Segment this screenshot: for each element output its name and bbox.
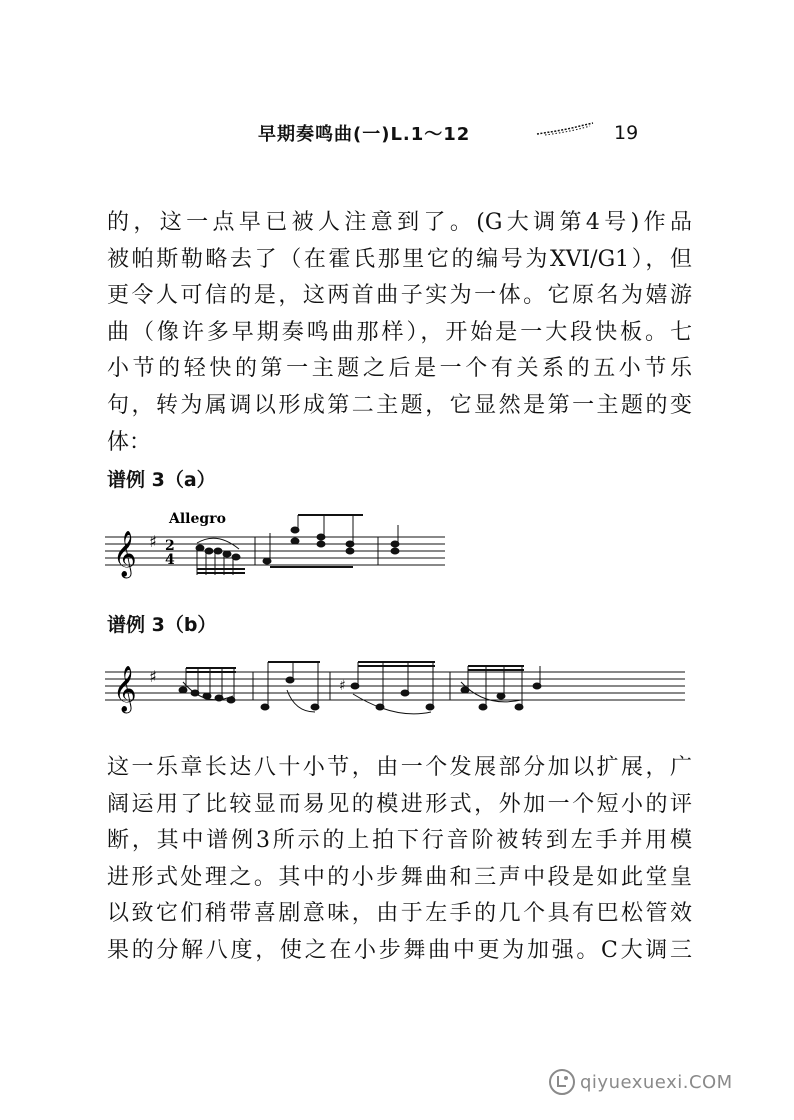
music-example-3b [105, 650, 695, 730]
time-signature-bottom: 4 [165, 552, 175, 568]
paragraph-2 [107, 750, 692, 970]
time-signature-top: 2 [165, 538, 175, 554]
text-line: 以致它们稍带喜剧意味，由于左手的几个具有巴松管效 [107, 901, 692, 927]
text-line: 果的分解八度，使之在小步舞曲中更为加强。C大调三 [107, 937, 692, 963]
sharp-icon: ♯ [149, 667, 157, 686]
treble-clef-icon: 𝄞 [113, 531, 137, 577]
motif-notes [196, 515, 399, 575]
text-line: 体： [107, 429, 152, 455]
text-line: 句，转为属调以形成第二主题，它显然是第一主题的变 [107, 392, 692, 418]
svg-text:♯: ♯ [339, 678, 346, 694]
text-line: 曲（像许多早期奏鸣曲那样），开始是一大段快板。七 [107, 319, 692, 345]
example-3b-label: 谱例 3（b） [107, 614, 217, 636]
treble-clef-icon: 𝄞 [113, 666, 137, 712]
text-line: 进形式处理之。其中的小步舞曲和三声中段是如此堂皇 [107, 864, 692, 890]
running-title: 早期奏鸣曲(一)L.1～12 [258, 124, 471, 145]
example-3a-label: 谱例 3（a） [107, 469, 216, 491]
text-line: 断，其中谱例3所示的上拍下行音阶被转到左手并用模 [107, 828, 692, 854]
text-line: 这一乐章长达八十小节，由一个发展部分加以扩展，广 [107, 755, 692, 780]
text-line: 的，这一点早已被人注意到了。(G大调第4号)作品 [107, 210, 692, 235]
watermark-logo-icon [548, 1068, 576, 1096]
paragraph-1 [107, 205, 692, 461]
scale-notes [179, 662, 541, 714]
text-line: 阔运用了比较显而易见的模进形式，外加一个短小的评 [107, 791, 692, 817]
header-ornament-icon [535, 122, 595, 138]
page-number: 19 [614, 122, 639, 144]
text-line: 被帕斯勒略去了（在霍氏那里它的编号为XVI/G1），但 [107, 246, 692, 272]
text-line: 小节的轻快的第一主题之后是一个有关系的五小节乐 [107, 356, 692, 382]
watermark-text: qiyuexuexi.COM [580, 1072, 733, 1093]
text-line: 更令人可信的是，这两首曲子实为一体。它原名为嬉游 [107, 283, 692, 309]
tempo-marking: Allegro [169, 511, 226, 527]
sharp-icon: ♯ [149, 532, 157, 551]
music-example-3a [105, 505, 455, 585]
